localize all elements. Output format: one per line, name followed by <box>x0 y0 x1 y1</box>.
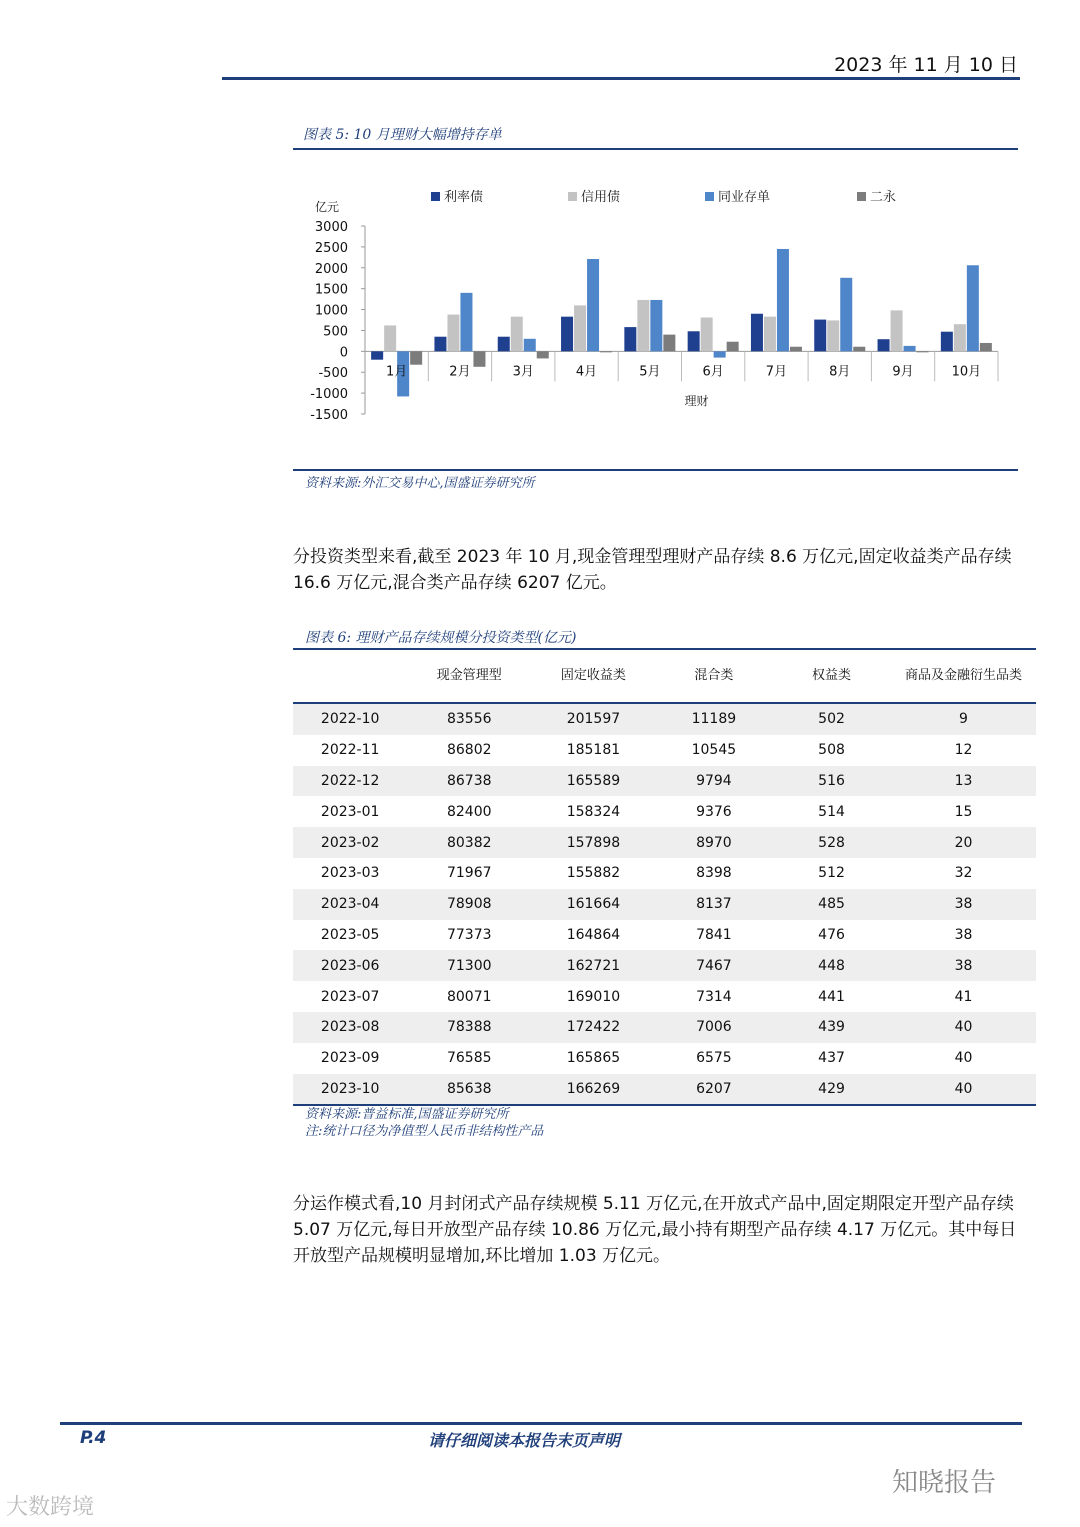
table-row <box>293 1074 1036 1106</box>
cell-date: 2022-11 <box>320 742 380 759</box>
report-date: 2023 年 11 月 10 日 <box>834 54 1018 76</box>
cell-equity: 502 <box>772 703 891 735</box>
cell-cash: 86802 <box>446 742 492 759</box>
y-tick-label: 0 <box>339 345 348 361</box>
y-tick-label: -1500 <box>310 408 348 420</box>
cell-commodity: 40 <box>891 1074 1036 1106</box>
bar <box>600 351 612 352</box>
bar <box>650 300 662 351</box>
cell-fixed-income: 157898 <box>531 827 656 858</box>
cell-fixed-income: 165589 <box>531 766 656 797</box>
table-row <box>293 766 1036 797</box>
bar <box>587 259 599 351</box>
bar <box>790 347 802 352</box>
cell-cash: 80382 <box>407 827 531 858</box>
cell-mixed: 7314 <box>696 988 732 1005</box>
bar <box>980 343 992 351</box>
table-row <box>293 920 1036 951</box>
cell-fixed-income: 161664 <box>531 889 656 920</box>
cell-cash: 80071 <box>446 988 492 1005</box>
x-tick-label: 5月 <box>639 364 661 380</box>
watermark-dashu: 大数跨境 <box>6 1495 95 1520</box>
figure5-bottom-rule <box>293 469 1018 471</box>
cell-fixed-income: 155882 <box>566 865 621 882</box>
bar <box>878 339 890 351</box>
cell-date: 2023-02 <box>293 827 407 858</box>
figure6-source: 资料来源:普益标准,国盛证券研究所 <box>305 1107 509 1122</box>
legend-swatch <box>431 192 440 201</box>
page-number: P.4 <box>80 1428 107 1448</box>
bar <box>371 351 383 359</box>
y-tick-label: 500 <box>323 324 348 340</box>
table-row <box>293 1043 1036 1074</box>
figure6-title: 图表 6: 理财产品存续规模分投资类型(亿元) <box>305 630 577 646</box>
table-row <box>293 796 1036 827</box>
cell-equity: 476 <box>818 926 845 943</box>
cell-equity: 485 <box>772 889 891 920</box>
bar <box>727 342 739 352</box>
bar <box>434 337 446 352</box>
cell-cash: 71967 <box>446 865 492 882</box>
cell-commodity: 38 <box>891 950 1036 981</box>
table-row <box>293 981 1036 1012</box>
legend-label: 同业存单 <box>718 190 771 205</box>
paragraph-investment-type: 分投资类型来看,截至 2023 年 10 月,现金管理型理财产品存续 8.6 万亿元,固定收益类产品存续 16.6 万亿元,混合类产品存续 6207 亿元。 <box>293 547 1012 593</box>
cell-commodity: 15 <box>954 803 973 820</box>
cell-equity: 441 <box>818 988 845 1005</box>
cell-mixed: 11189 <box>656 703 772 735</box>
bar <box>814 320 826 352</box>
header-equity: 权益类 <box>772 650 891 703</box>
cell-commodity: 20 <box>891 827 1036 858</box>
cell-mixed: 7841 <box>696 926 732 943</box>
cell-cash: 71300 <box>407 950 531 981</box>
x-tick-label: 9月 <box>892 364 914 380</box>
table-header-row <box>293 650 1036 703</box>
cell-mixed: 9376 <box>696 803 732 820</box>
y-tick-label: -1000 <box>310 387 348 403</box>
cell-date: 2023-09 <box>320 1050 380 1067</box>
cell-commodity: 38 <box>891 889 1036 920</box>
cell-commodity: 32 <box>954 865 973 882</box>
bar <box>840 278 852 352</box>
cell-date: 2023-03 <box>320 865 380 882</box>
cell-fixed-income: 158324 <box>566 803 621 820</box>
cell-equity: 512 <box>818 865 845 882</box>
table-row <box>293 950 1036 981</box>
x-tick-label: 1月 <box>386 364 408 380</box>
cell-commodity: 13 <box>891 766 1036 797</box>
legend-label: 利率债 <box>444 190 484 205</box>
bar <box>764 317 776 352</box>
cell-mixed: 9794 <box>656 766 772 797</box>
cell-commodity: 9 <box>891 703 1036 735</box>
bar <box>574 305 586 351</box>
x-tick-label: 10月 <box>951 364 982 380</box>
bar <box>967 265 979 351</box>
table-row <box>293 735 1036 766</box>
cell-cash: 77373 <box>446 926 492 943</box>
bar <box>498 337 510 352</box>
cell-equity: 437 <box>818 1050 845 1067</box>
x-tick-label: 8月 <box>829 364 851 380</box>
table-row <box>293 1012 1036 1043</box>
header-cash: 现金管理型 <box>407 650 531 703</box>
bar <box>853 347 865 352</box>
figure5-bar-chart <box>293 180 1018 420</box>
header-commodity: 商品及金融衍生品类 <box>891 650 1036 703</box>
legend-swatch <box>705 192 714 201</box>
disclaimer-note: 请仔细阅读本报告末页声明 <box>428 1431 621 1450</box>
bar <box>473 351 485 366</box>
cell-mixed: 7006 <box>656 1012 772 1043</box>
cell-date: 2023-07 <box>320 988 380 1005</box>
cell-cash: 78908 <box>407 889 531 920</box>
bar <box>954 324 966 351</box>
cell-fixed-income: 164864 <box>566 926 621 943</box>
cell-date: 2023-04 <box>293 889 407 920</box>
cell-date: 2023-08 <box>293 1012 407 1043</box>
header-date <box>293 650 407 703</box>
x-axis-label: 理财 <box>684 394 709 408</box>
legend-swatch <box>857 192 866 201</box>
figure5-title: 图表 5: 10 月理财大幅增持存单 <box>303 127 502 143</box>
bar <box>941 332 953 352</box>
paragraph-operation-mode: 分运作模式看,10 月封闭式产品存续规模 5.11 万亿元,在开放式产品中,固定期限定开型产品存续 5.07 万亿元,每日开放型产品存续 10.86 万亿元,最小持有期型产品存续 4.17 万亿元。其中每日开放型产品规模明显增加,环比增加 1.03 万亿元。 <box>293 1194 1017 1266</box>
bar <box>688 331 700 351</box>
cell-cash: 76585 <box>446 1050 492 1067</box>
bar <box>537 351 549 358</box>
cell-fixed-income: 185181 <box>566 742 621 759</box>
cell-fixed-income: 165865 <box>566 1050 621 1067</box>
y-tick-label: 1500 <box>314 282 348 298</box>
footer-rule <box>60 1422 1022 1425</box>
cell-cash: 83556 <box>407 703 531 735</box>
x-tick-label: 6月 <box>702 364 724 380</box>
figure5-top-rule <box>293 148 1018 150</box>
cell-mixed: 6207 <box>656 1074 772 1106</box>
cell-date: 2023-05 <box>320 926 380 943</box>
cell-date: 2022-10 <box>293 703 407 735</box>
cell-mixed: 7467 <box>656 950 772 981</box>
cell-mixed: 8137 <box>656 889 772 920</box>
x-tick-label: 4月 <box>575 364 598 380</box>
x-tick-label: 3月 <box>512 364 534 380</box>
bar <box>384 325 396 351</box>
y-axis-label: 亿元 <box>315 200 340 214</box>
bar <box>410 351 422 364</box>
figure6-table <box>293 650 1036 1106</box>
y-tick-label: 3000 <box>314 220 348 235</box>
cell-equity: 516 <box>772 766 891 797</box>
x-tick-label: 2月 <box>449 364 471 380</box>
bar <box>663 335 675 352</box>
cell-mixed: 10545 <box>691 742 737 759</box>
bar <box>561 317 573 352</box>
header-rule <box>222 77 1020 80</box>
figure5-source: 资料来源:外汇交易中心,国盛证券研究所 <box>305 476 535 491</box>
cell-equity: 528 <box>772 827 891 858</box>
cell-commodity: 41 <box>954 988 973 1005</box>
cell-commodity: 38 <box>954 926 973 943</box>
y-tick-label: 2500 <box>314 240 348 256</box>
cell-fixed-income: 169010 <box>566 988 621 1005</box>
cell-mixed: 8970 <box>656 827 772 858</box>
header-mixed: 混合类 <box>656 650 772 703</box>
bar <box>524 339 536 352</box>
bar <box>917 351 929 352</box>
cell-fixed-income: 166269 <box>531 1074 656 1106</box>
bar <box>624 327 636 351</box>
cell-equity: 514 <box>818 803 845 820</box>
bar <box>904 346 916 351</box>
table-row <box>293 703 1036 735</box>
bar <box>460 293 472 351</box>
legend-swatch <box>568 192 577 201</box>
cell-cash: 86738 <box>407 766 531 797</box>
bar <box>511 317 523 352</box>
cell-commodity: 40 <box>954 1050 973 1067</box>
cell-cash: 85638 <box>407 1074 531 1106</box>
bar <box>637 300 649 351</box>
cell-equity: 508 <box>818 742 845 759</box>
y-tick-label: 1000 <box>314 303 348 319</box>
cell-equity: 448 <box>772 950 891 981</box>
bar <box>827 320 839 351</box>
cell-date: 2023-06 <box>293 950 407 981</box>
cell-fixed-income: 201597 <box>531 703 656 735</box>
cell-cash: 82400 <box>446 803 492 820</box>
legend-label: 信用债 <box>581 190 621 205</box>
cell-mixed: 8398 <box>696 865 732 882</box>
cell-commodity: 40 <box>891 1012 1036 1043</box>
watermark-zhixiao: 知晓报告 <box>892 1468 997 1498</box>
header-fixed-income: 固定收益类 <box>531 650 656 703</box>
cell-date: 2023-10 <box>293 1074 407 1106</box>
cell-mixed: 6575 <box>696 1050 732 1067</box>
cell-fixed-income: 172422 <box>531 1012 656 1043</box>
y-tick-label: 2000 <box>314 261 348 277</box>
bar <box>891 310 903 351</box>
bar <box>777 249 789 351</box>
table-row <box>293 827 1036 858</box>
legend-label: 二永 <box>870 190 897 205</box>
cell-equity: 429 <box>772 1074 891 1106</box>
y-tick-label: -500 <box>318 366 348 382</box>
bar <box>751 314 763 352</box>
bar <box>447 315 459 352</box>
cell-commodity: 12 <box>954 742 973 759</box>
figure6-note: 注:统计口径为净值型人民币非结构性产品 <box>305 1124 544 1139</box>
cell-fixed-income: 162721 <box>531 950 656 981</box>
x-tick-label: 7月 <box>765 364 788 380</box>
table-row <box>293 889 1036 920</box>
cell-date: 2023-01 <box>320 803 380 820</box>
cell-equity: 439 <box>772 1012 891 1043</box>
cell-cash: 78388 <box>407 1012 531 1043</box>
bar <box>701 317 713 351</box>
table-row <box>293 858 1036 889</box>
cell-date: 2022-12 <box>293 766 407 797</box>
bar <box>714 351 726 357</box>
